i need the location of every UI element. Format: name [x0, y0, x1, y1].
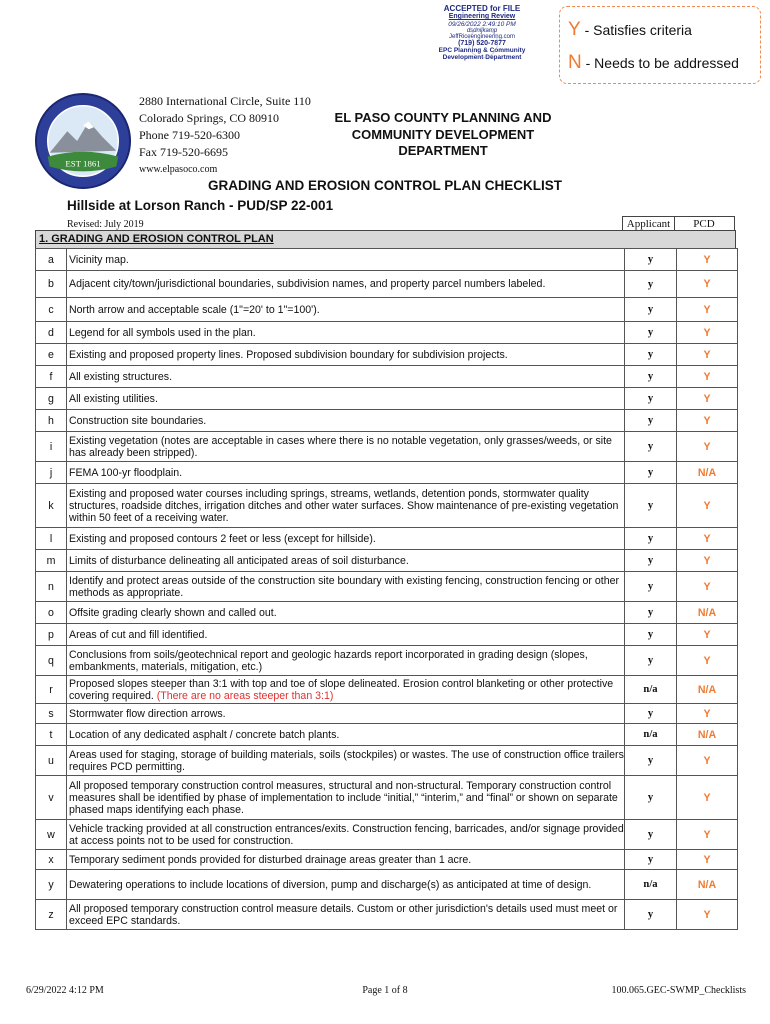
address-street: 2880 International Circle, Suite 110: [139, 94, 311, 108]
item-description: [67, 870, 625, 900]
item-letter: q: [36, 646, 67, 676]
applicant-response: y: [625, 550, 677, 572]
stamp-line: EPC Planning & Community: [438, 47, 526, 54]
applicant-response: y: [625, 366, 677, 388]
stamp-line: Engineering Review: [448, 13, 516, 20]
item-text: Limits of disturbance delineating all anticipated areas of soil disturbance.: [69, 554, 409, 567]
el-paso-county-seal-icon: [34, 92, 132, 190]
pcd-review-mark: Y: [677, 249, 738, 271]
item-text: All proposed temporary construction control measures, structural and non-structural. Temporary construction control measures shall be identified by phase of implementation to include “initial,” “interim,” and “final” or shown on separate phased maps identifying each phase.: [69, 779, 618, 816]
footer-date: 6/29/2022 4:12 PM: [26, 985, 104, 996]
item-description: [67, 820, 625, 850]
checklist-row: [36, 776, 738, 820]
item-letter: i: [36, 432, 67, 462]
pcd-review-mark: N/A: [677, 676, 738, 704]
footer-page-number: Page 1 of 8: [362, 985, 408, 996]
item-text: Areas used for staging, storage of building materials, soils (stockpiles) or wastes. The use of construction office trailers requires PCD permitting.: [69, 748, 624, 773]
item-description: [67, 249, 625, 271]
item-description: [67, 462, 625, 484]
pcd-review-mark: N/A: [677, 462, 738, 484]
item-letter: a: [36, 249, 67, 271]
item-text: Adjacent city/town/jurisdictional boundaries, subdivision names, and property parcel numbers labeled.: [69, 278, 546, 290]
item-description: [67, 528, 625, 550]
stamp-line: JeffRiceengineering.com: [449, 34, 515, 40]
pcd-review-mark: N/A: [677, 602, 738, 624]
item-description: [67, 388, 625, 410]
checklist-row: [36, 249, 738, 271]
checklist-row: [36, 624, 738, 646]
applicant-response: y: [625, 704, 677, 724]
item-description: [67, 724, 625, 746]
legend-n-mark: N: [568, 52, 582, 73]
item-letter: p: [36, 624, 67, 646]
pcd-review-mark: Y: [677, 344, 738, 366]
address-city: Colorado Springs, CO 80910: [139, 111, 280, 125]
department-line: EL PASO COUNTY PLANNING AND: [334, 110, 552, 125]
item-description: [67, 322, 625, 344]
pcd-review-mark: Y: [677, 850, 738, 870]
applicant-response: y: [625, 249, 677, 271]
checklist-row: [36, 298, 738, 322]
applicant-response: y: [625, 462, 677, 484]
item-letter: v: [36, 776, 67, 820]
item-text: Vicinity map.: [69, 253, 129, 266]
pcd-review-mark: Y: [677, 388, 738, 410]
pcd-review-mark: Y: [677, 484, 738, 528]
applicant-response: y: [625, 484, 677, 528]
checklist-row: [36, 410, 738, 432]
pcd-review-mark: N/A: [677, 724, 738, 746]
applicant-response: y: [625, 746, 677, 776]
applicant-response: y: [625, 602, 677, 624]
applicant-response: y: [625, 646, 677, 676]
applicant-response: y: [625, 432, 677, 462]
item-text: Existing and proposed property lines. Proposed subdivision boundary for subdivision projects.: [69, 348, 508, 361]
pcd-review-mark: Y: [677, 746, 738, 776]
applicant-response: y: [625, 776, 677, 820]
column-header-applicant: Applicant: [622, 216, 675, 232]
item-letter: t: [36, 724, 67, 746]
checklist-row: [36, 820, 738, 850]
department-name: [323, 110, 563, 160]
item-letter: o: [36, 602, 67, 624]
checklist-row: [36, 271, 738, 298]
item-letter: m: [36, 550, 67, 572]
item-letter: w: [36, 820, 67, 850]
checklist-row: [36, 528, 738, 550]
checklist-row: [36, 870, 738, 900]
applicant-response: n/a: [625, 870, 677, 900]
item-description: [67, 550, 625, 572]
checklist-row: [36, 724, 738, 746]
checklist-row: [36, 462, 738, 484]
applicant-response: n/a: [625, 676, 677, 704]
item-text: All existing structures.: [69, 370, 173, 383]
stamp-seal-icon: [468, 28, 498, 58]
document-title: GRADING AND EROSION CONTROL PLAN CHECKLIST: [207, 178, 562, 193]
item-text: Offsite grading clearly shown and called out.: [69, 606, 277, 619]
column-header-pcd: PCD: [674, 216, 735, 232]
item-description: [67, 624, 625, 646]
applicant-response: y: [625, 344, 677, 366]
applicant-response: y: [625, 271, 677, 298]
pcd-review-mark: Y: [677, 432, 738, 462]
item-description: [67, 676, 625, 704]
item-text: FEMA 100-yr floodplain.: [69, 466, 183, 479]
applicant-response: y: [625, 388, 677, 410]
pcd-review-mark: Y: [677, 572, 738, 602]
item-text: All proposed temporary construction control measure details. Custom or other jurisdiction's details used must meet or exceed EPC standards.: [69, 902, 618, 927]
checklist-row: [36, 366, 738, 388]
checklist-row: [36, 322, 738, 344]
item-text: Conclusions from soils/geotechnical report and geologic hazards report incorporated in grading design (slopes, embankments, materials, mitigation, etc.): [69, 648, 588, 673]
item-text: All existing utilities.: [69, 392, 158, 405]
checklist-row: [36, 746, 738, 776]
legend-n-text: - Needs to be addressed: [585, 55, 739, 71]
item-letter: h: [36, 410, 67, 432]
applicant-response: y: [625, 820, 677, 850]
item-letter: y: [36, 870, 67, 900]
checklist-table: [35, 248, 738, 930]
item-letter: n: [36, 572, 67, 602]
item-description: [67, 900, 625, 930]
applicant-response: n/a: [625, 724, 677, 746]
checklist-row: [36, 850, 738, 870]
item-text: Vehicle tracking provided at all construction entrances/exits. Construction fencing, barricades, and/or signage provided at access points not to be used for construction.: [69, 822, 624, 847]
address-fax: Fax 719-520-6695: [139, 145, 228, 159]
item-letter: s: [36, 704, 67, 724]
item-text: Existing vegetation (notes are acceptable in cases where there is no notable vegetation, only grasses/weeds, or site has already been stripped).: [69, 434, 612, 459]
pcd-review-mark: Y: [677, 298, 738, 322]
item-letter: k: [36, 484, 67, 528]
checklist-row: [36, 432, 738, 462]
review-legend: [559, 6, 761, 84]
applicant-response: y: [625, 850, 677, 870]
applicant-response: y: [625, 528, 677, 550]
item-text: Construction site boundaries.: [69, 414, 207, 427]
item-letter: j: [36, 462, 67, 484]
item-letter: x: [36, 850, 67, 870]
item-letter: d: [36, 322, 67, 344]
address-website[interactable]: www.elpasoco.com: [139, 164, 218, 175]
item-text: Temporary sediment ponds provided for disturbed drainage areas greater than 1 acre.: [69, 853, 472, 866]
stamp-line: Development Department: [442, 54, 522, 61]
item-text: Existing and proposed water courses including springs, streams, wetlands, detention ponds, stormwater quality structures, roadside ditches, irrigation ditches and other water surfaces. Show maintenance of pre-existing vegetation within 50 feet of a receiving water.: [69, 487, 619, 524]
item-letter: l: [36, 528, 67, 550]
pcd-review-mark: Y: [677, 410, 738, 432]
pcd-review-mark: Y: [677, 646, 738, 676]
pcd-review-mark: Y: [677, 776, 738, 820]
item-text: Existing and proposed contours 2 feet or less (except for hillside).: [69, 532, 376, 545]
pcd-review-mark: Y: [677, 322, 738, 344]
legend-satisfies: [568, 19, 692, 41]
item-text: Dewatering operations to include locations of diversion, pump and discharge(s) as anticipated at time of design.: [69, 878, 592, 891]
item-description: [67, 572, 625, 602]
item-description: [67, 746, 625, 776]
item-description: [67, 366, 625, 388]
checklist-row: [36, 676, 738, 704]
checklist-row: [36, 344, 738, 366]
checklist-row: [36, 484, 738, 528]
checklist-row: [36, 646, 738, 676]
item-text: Identify and protect areas outside of the construction site boundary with existing fencing, construction fencing or other methods as appropriate.: [69, 574, 620, 599]
revised-date: Revised: July 2019: [67, 219, 144, 230]
legend-y-text: - Satisfies criteria: [584, 22, 692, 38]
checklist-row: [36, 704, 738, 724]
item-description: [67, 704, 625, 724]
item-letter: e: [36, 344, 67, 366]
pcd-review-mark: N/A: [677, 870, 738, 900]
checklist-row: [36, 388, 738, 410]
item-description: [67, 776, 625, 820]
stamp-line: ACCEPTED for FILE: [443, 4, 521, 13]
applicant-response: y: [625, 298, 677, 322]
stamp-line: (719) 520-7877: [458, 40, 506, 47]
item-letter: g: [36, 388, 67, 410]
item-description: [67, 432, 625, 462]
applicant-response: y: [625, 322, 677, 344]
applicant-response: y: [625, 572, 677, 602]
item-description: [67, 646, 625, 676]
pcd-review-mark: Y: [677, 366, 738, 388]
item-description: [67, 344, 625, 366]
item-reviewer-note: (There are no areas steeper than 3:1): [156, 689, 334, 702]
pcd-review-mark: Y: [677, 820, 738, 850]
applicant-response: y: [625, 410, 677, 432]
department-line: DEPARTMENT: [398, 143, 488, 158]
applicant-response: y: [625, 900, 677, 930]
item-letter: b: [36, 271, 67, 298]
item-description: [67, 410, 625, 432]
item-text: Areas of cut and fill identified.: [69, 628, 208, 641]
checklist-row: [36, 550, 738, 572]
footer-file-name: 100.065.GEC-SWMP_Checklists: [611, 985, 746, 996]
seal-est-text: EST 1861: [65, 158, 101, 169]
pcd-review-mark: Y: [677, 900, 738, 930]
pcd-review-mark: Y: [677, 624, 738, 646]
department-line: COMMUNITY DEVELOPMENT: [351, 126, 535, 142]
item-letter: r: [36, 676, 67, 704]
item-description: [67, 298, 625, 322]
item-letter: z: [36, 900, 67, 930]
pcd-review-mark: Y: [677, 550, 738, 572]
item-description: [67, 484, 625, 528]
checklist-row: [36, 900, 738, 930]
section-title: 1. GRADING AND EROSION CONTROL PLAN: [39, 233, 274, 245]
legend-needs-addressed: [568, 52, 739, 74]
accepted-for-file-stamp: [430, 4, 534, 61]
project-name: Hillside at Lorson Ranch - PUD/SP 22-001: [67, 198, 334, 213]
pcd-review-mark: Y: [677, 528, 738, 550]
address-phone: Phone 719-520-6300: [139, 128, 240, 142]
item-letter: c: [36, 298, 67, 322]
applicant-response: y: [625, 624, 677, 646]
checklist-row: [36, 572, 738, 602]
item-text: North arrow and acceptable scale (1"=20' to 1"=100').: [69, 303, 320, 316]
pcd-review-mark: Y: [677, 704, 738, 724]
item-text: Legend for all symbols used in the plan.: [69, 326, 256, 339]
item-letter: u: [36, 746, 67, 776]
section-header: [35, 230, 736, 249]
county-address: [139, 93, 311, 178]
legend-y-mark: Y: [568, 19, 581, 40]
pcd-review-mark: Y: [677, 271, 738, 298]
stamp-line: dsdnijkamp: [466, 28, 498, 34]
item-description: [67, 602, 625, 624]
item-letter: f: [36, 366, 67, 388]
item-description: [67, 271, 625, 298]
item-text: Location of any dedicated asphalt / concrete batch plants.: [69, 728, 340, 741]
checklist-row: [36, 602, 738, 624]
item-text: Proposed slopes steeper than 3:1 with top and toe of slope delineated. Erosion control blanketing or other protective covering required.: [69, 677, 614, 702]
stamp-line: 09/26/2022 2:49:10 PM: [448, 21, 516, 28]
item-text: Stormwater flow direction arrows.: [69, 707, 226, 720]
item-description: [67, 850, 625, 870]
